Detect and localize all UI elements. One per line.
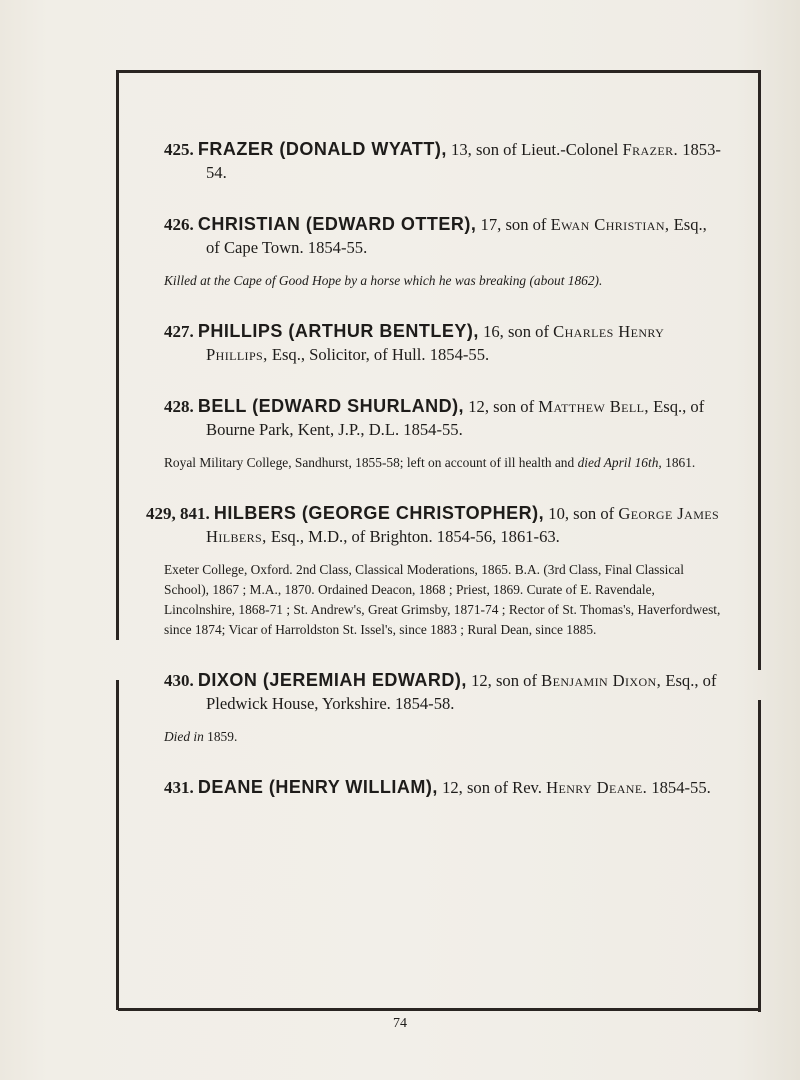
entry-name: PHILLIPS (ARTHUR BENTLEY),	[197, 321, 479, 341]
entry-age-son: 16, son of	[483, 322, 549, 341]
entry-name: FRAZER (DONALD WYATT),	[197, 139, 447, 159]
entry-headline	[164, 395, 724, 441]
entry-number: 429, 841.	[146, 504, 210, 523]
entry-headline	[164, 138, 724, 184]
entry-parent: Matthew Bell,	[538, 397, 649, 416]
frame-border-left-lower	[116, 680, 119, 1010]
entry-parent: Henry Deane.	[546, 778, 648, 797]
register-entries	[146, 138, 724, 828]
entry-age-son: 12, son of Rev.	[442, 778, 542, 797]
entry-note-death: Died in	[164, 729, 204, 744]
entry-name: DEANE (HENRY WILLIAM),	[197, 777, 438, 797]
entry-note	[164, 727, 724, 747]
entry-parent: Charles Henry Phillips,	[206, 322, 665, 364]
entry-parent: Frazer.	[622, 140, 679, 159]
entry-428	[164, 395, 724, 473]
entry-note-year: 1861.	[665, 455, 696, 470]
entry-note-year: 1859.	[207, 729, 238, 744]
entry-note-text: Royal Military College, Sandhurst, 1855-58; left on account of ill health and	[164, 455, 575, 470]
entry-age-son: 17, son of	[480, 215, 547, 234]
entry-number: 425.	[164, 140, 194, 159]
entry-details: 1854-55.	[651, 778, 711, 797]
frame-border-right	[758, 70, 761, 670]
entry-age-son: 10, son of	[548, 504, 615, 523]
entry-headline	[164, 776, 724, 799]
entry-number: 427.	[164, 322, 194, 341]
frame-border-top	[118, 70, 760, 73]
entry-number: 426.	[164, 215, 194, 234]
entry-number: 428.	[164, 397, 194, 416]
entry-number: 430.	[164, 671, 194, 690]
entry-425	[164, 138, 724, 184]
entry-details: Esq., Solicitor, of Hull. 1854-55.	[271, 345, 490, 364]
entry-details: Esq., of Cape Town. 1854-55.	[206, 215, 707, 257]
entry-427	[164, 320, 724, 366]
entry-note	[164, 453, 724, 473]
entry-note-death: died April 16th,	[577, 455, 662, 470]
entry-headline	[164, 213, 724, 259]
entry-name: HILBERS (GEORGE CHRISTOPHER),	[213, 503, 545, 523]
frame-border-left	[116, 70, 119, 640]
entry-parent: Ewan Christian,	[550, 215, 670, 234]
entry-details: 1853-54.	[206, 140, 721, 182]
entry-note: Killed at the Cape of Good Hope by a horse which he was breaking (about 1862).	[164, 273, 603, 288]
entry-headline	[146, 502, 724, 548]
entry-age-son: 12, son of	[471, 671, 537, 690]
page-number: 74	[393, 1016, 407, 1031]
entry-note: Exeter College, Oxford. 2nd Class, Classical Moderations, 1865. B.A. (3rd Class, Final Classical School), 1867 ; M.A., 1870. Ordained Deacon, 1868 ; Priest, 1869. Curate of E. Ravendale, Lincolnshire, 1868-71 ; St. Andrew's, Great Grimsby, 1871-74 ; Rector of St. Thomas's, Haverfordwest, since 1874; Vicar of Harroldston St. Issel's, since 1883 ; Rural Dean, since 1885.	[164, 562, 721, 637]
entry-number: 431.	[164, 778, 194, 797]
entry-details: Esq., of Pledwick House, Yorkshire. 1854-58.	[206, 671, 717, 713]
entry-age-son: 13, son of Lieut.-Colonel	[451, 140, 619, 159]
entry-name: BELL (EDWARD SHURLAND),	[197, 396, 465, 416]
entry-details: Esq., M.D., of Brighton. 1854-56, 1861-63.	[270, 527, 560, 546]
entry-parent: George James Hilbers,	[206, 504, 720, 546]
entry-name: CHRISTIAN (EDWARD OTTER),	[197, 214, 477, 234]
entry-name: DIXON (JEREMIAH EDWARD),	[197, 670, 467, 690]
entry-parent: Benjamin Dixon,	[541, 671, 662, 690]
frame-border-bottom	[118, 1008, 760, 1011]
frame-border-right-lower	[758, 700, 761, 1012]
entry-426	[164, 213, 724, 291]
entry-details: Esq., of Bourne Park, Kent, J.P., D.L. 1854-55.	[206, 397, 705, 439]
entry-431	[164, 776, 724, 799]
entry-headline	[164, 669, 724, 715]
entry-age-son: 12, son of	[468, 397, 535, 416]
entry-430	[164, 669, 724, 747]
entry-429	[146, 502, 724, 640]
entry-headline	[164, 320, 724, 366]
